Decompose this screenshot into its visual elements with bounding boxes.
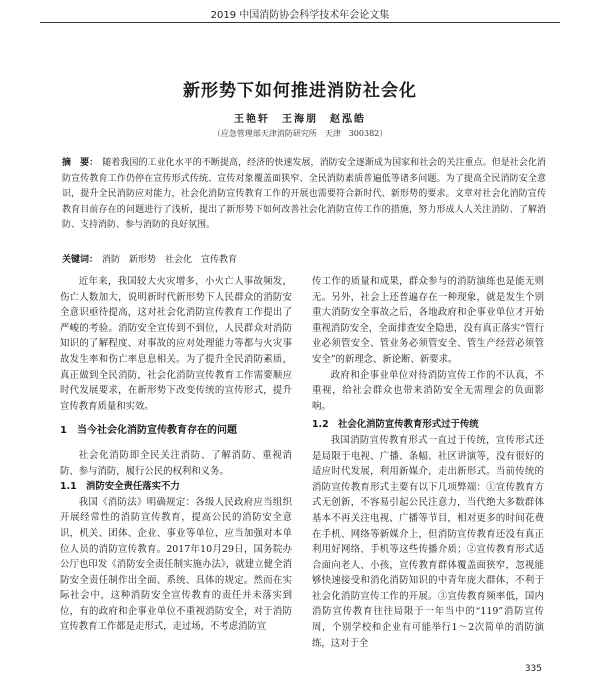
subsection-1-2-paragraph: 我国消防宣传教育形式一直过于传统，宣传形式还是局限于电视、广播、条幅、社区讲演等，没有很好的适应时代发展，利用新媒介，走出新形式。当前传统的消防宣传教育形式主要有以下几项弊端：①宣传教育方式无创新，不容易引起公民注意力，当代绝大多数群体基本不再关注电视、广播等节目，相对更多的时间花费在手机、网络等新媒介上，但消防宣传教育还没有真正利用好网络、手机等这些传播介质；②宣传教育形式适合面向老人、小孩，宣传教育群体覆盖面狭窄，忽视能够快速接受和消化消防知识的中青年庞大群体，不利于社会化消防宣传工作的开展。③宣传教育频率低，国内消防宣传教育往往局限于一年当中的“119”消防宣传周，个别学校和企业有可能举行1～2次简单的消防演练，这对于全 bbox=[312, 434, 544, 649]
header-rule bbox=[40, 22, 560, 23]
keywords-label: 关键词： bbox=[62, 255, 99, 265]
running-head: 2019 中国消防协会科学技术年会论文集 bbox=[210, 10, 390, 21]
subsection-1-1-heading: 1.1 消防安全责任落实不力 bbox=[60, 481, 180, 493]
subsection-1-1-paragraph: 我国《消防法》明确规定：各级人民政府应当组织开展经常性的消防宣传教育，提高公民的消防安全意识，机关、团体、企业、事业等单位，应当加强对本单位人员的消防宣传教育。2017年10月29日，国务院办公厅也印发《消防安全责任制实施办法》，就建立健全消防安全责任制作出全面、系统、具体的规定。然而在实际社会中，这种消防安全宣传教育的责任并未落实到位，有的政府和企事业单位不重视消防安全，对于消防宣传教育工作都是走形式，走过场，不考虑消防宣 bbox=[60, 496, 292, 633]
keywords-text: 消防 新形势 社会化 宣传教育 bbox=[102, 255, 238, 265]
section-1-heading: 1 当今社会化消防宣传教育存在的问题 bbox=[60, 425, 237, 437]
keywords bbox=[62, 252, 546, 265]
intro-paragraph: 近年来，我国较大火灾增多，小火亡人事故频发，伤亡人数加大，说明新时代新形势下人民群众的消防安全意识亟待提高，这对社会化消防宣传教育工作提出了严峻的考验。消防安全宣传到不到位，人民群众对消防知识的了解程度、对事故的应对处理能力等都与火灾事故发生率和伤亡率息息相关。为了提升全民消防素质，真正做到全民消防，社会化消防宣传教育工作需要顺应时代发展要求，在新形势下改变传统的宣传形式，提升宣传教育质量和实效。 bbox=[60, 276, 292, 412]
abstract bbox=[62, 156, 546, 234]
abstract-label: 摘 要： bbox=[62, 158, 99, 168]
right-column bbox=[312, 274, 544, 651]
page-number: 335 bbox=[524, 664, 542, 674]
affiliation: （应急管理部天津消防研究所 天津 300382） bbox=[212, 129, 388, 138]
subsection-1-2-heading: 1.2 社会化消防宣传教育形式过于传统 bbox=[312, 419, 479, 431]
continued-paragraph: 传工作的质量和成果，群众参与的消防演练也是能无则无。另外，社会上还普遍存在一种现象，就是发生个别重大消防安全事故之后，各地政府和企事业单位才开始重视消防安全，全面排查安全隐患，没有真正落实“管行业必须管安全、管业务必须管安全、管生产经营必须管安全”的新理念、新论断、新要求。 bbox=[312, 276, 544, 365]
paragraph: 政府和企事业单位对待消防宣传工作的不认真，不重视，给社会群众也带来消防安全无需理会的负面影响。 bbox=[312, 369, 544, 412]
abstract-text: 随着我国的工业化水平的不断提高，经济的快速发展，消防安全逐渐成为国家和社会的关注重点。但是社会化消防宣传教育工作仍停在宣传形式传统、宣传对象覆盖面狭窄、全民消防素质普遍低等诸多问题。为了提高全民消防安全意识，提升全民消防应对能力，社会化消防宣传教育工作的开展也需要符合新时代、新形势的要求。文章对社会化消防宣传教育目前存在的问题进行了浅析，提出了新形势下如何改善社会化消防宣传工作的措施，努力形成人人关注消防、了解消防、支持消防、参与消防的良好氛围。 bbox=[62, 158, 546, 230]
authors: 王艳轩 王海朋 赵泓皓 bbox=[234, 114, 366, 125]
paper-title: 新形势下如何推进消防社会化 bbox=[183, 81, 417, 101]
left-column bbox=[60, 274, 292, 635]
section-1-paragraph: 社会化消防即全民关注消防、了解消防、重视消防、参与消防，履行公民的权利和义务。 bbox=[60, 449, 292, 477]
